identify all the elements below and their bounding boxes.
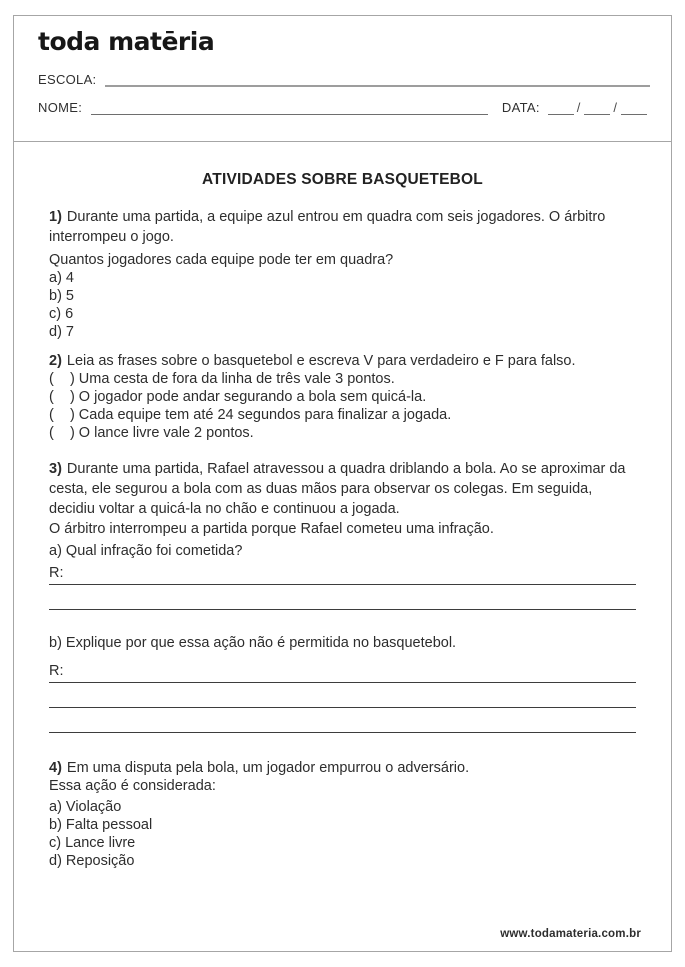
question-3-number: 3) bbox=[49, 461, 62, 477]
date-label: DATA: bbox=[501, 100, 540, 115]
toda-materia-logo: toda matēria bbox=[38, 27, 215, 56]
name-label: NOME: bbox=[38, 100, 83, 115]
answer-line-3b bbox=[49, 661, 636, 683]
option-1b: b) 5 bbox=[49, 288, 74, 304]
option-1c: c) 6 bbox=[49, 306, 74, 322]
answer-blank-line bbox=[49, 585, 636, 610]
name-blank-line bbox=[91, 101, 488, 115]
question-4-options bbox=[49, 798, 636, 870]
question-1-prompt: Quantos jogadores cada equipe pode ter em quadra? bbox=[49, 252, 394, 268]
question-3b-prompt: b) Explique por que essa ação não é permitida no basquetebol. bbox=[49, 635, 457, 651]
option-4a: a) Violação bbox=[49, 799, 122, 815]
true-false-item-1: ( ) Uma cesta de fora da linha de três vale 3 pontos. bbox=[49, 371, 395, 387]
option-1a: a) 4 bbox=[49, 270, 74, 286]
true-false-item-4: ( ) O lance livre vale 2 pontos. bbox=[49, 425, 254, 441]
date-day-blank bbox=[548, 101, 574, 115]
question-1-number: 1) bbox=[49, 209, 62, 225]
question-3a-prompt: a) Qual infração foi cometida? bbox=[49, 543, 243, 559]
worksheet-title: ATIVIDADES SOBRE BASQUETEBOL bbox=[202, 171, 483, 188]
date-separator: / bbox=[613, 100, 617, 115]
true-false-item-3: ( ) Cada equipe tem até 24 segundos para finalizar a jogada. bbox=[49, 407, 452, 423]
option-4c: c) Lance livre bbox=[49, 835, 136, 851]
option-4d: d) Reposição bbox=[49, 853, 135, 869]
name-date-field-row bbox=[38, 100, 650, 115]
answer-blank-line bbox=[49, 683, 636, 708]
question-4-statement bbox=[49, 759, 636, 795]
question-2-statement bbox=[49, 352, 636, 370]
option-4b: b) Falta pessoal bbox=[49, 817, 153, 833]
question-4-text-2: Essa ação é considerada: bbox=[49, 778, 216, 794]
question-4-text: Em uma disputa pela bola, um jogador empurrou o adversário. bbox=[66, 760, 470, 776]
date-year-blank bbox=[621, 101, 647, 115]
answer-line-3a bbox=[49, 563, 636, 585]
question-1-text: Durante uma partida, a equipe azul entrou em quadra com seis jogadores. O árbitro interrompeu o jogo. bbox=[49, 209, 610, 245]
option-1d: d) 7 bbox=[49, 324, 74, 340]
question-3-statement-2: O árbitro interrompeu a partida porque Rafael cometeu uma infração. bbox=[49, 521, 494, 537]
question-2-items bbox=[49, 370, 636, 442]
date-separator: / bbox=[576, 100, 581, 115]
answer-blank-line bbox=[49, 708, 636, 733]
school-blank-line bbox=[105, 73, 650, 87]
date-month-blank bbox=[584, 101, 610, 115]
header-box bbox=[13, 15, 672, 141]
question-4-number: 4) bbox=[49, 760, 62, 776]
question-2-text: Leia as frases sobre o basquetebol e escreva V para verdadeiro e F para falso. bbox=[66, 353, 576, 369]
answer-label: R: bbox=[49, 565, 64, 581]
question-1-statement bbox=[49, 207, 636, 247]
school-label: ESCOLA: bbox=[38, 72, 97, 87]
true-false-item-2: ( ) O jogador pode andar segurando a bola sem quicá-la. bbox=[49, 389, 427, 405]
footer-url: www.todamateria.com.br bbox=[500, 928, 641, 940]
worksheet-body bbox=[13, 141, 672, 952]
question-2-number: 2) bbox=[49, 353, 62, 369]
answer-label: R: bbox=[49, 663, 64, 679]
question-3-text: Durante uma partida, Rafael atravessou a quadra driblando a bola. Ao se aproximar da cesta, ele segurou a bola com as duas mãos para observar os colegas. Em seguida, decidiu voltar a quicá-la no chão e continuou a jogada. bbox=[49, 461, 630, 517]
question-3-statement bbox=[49, 459, 636, 519]
school-field-row bbox=[38, 72, 650, 87]
question-1-options bbox=[49, 269, 636, 341]
